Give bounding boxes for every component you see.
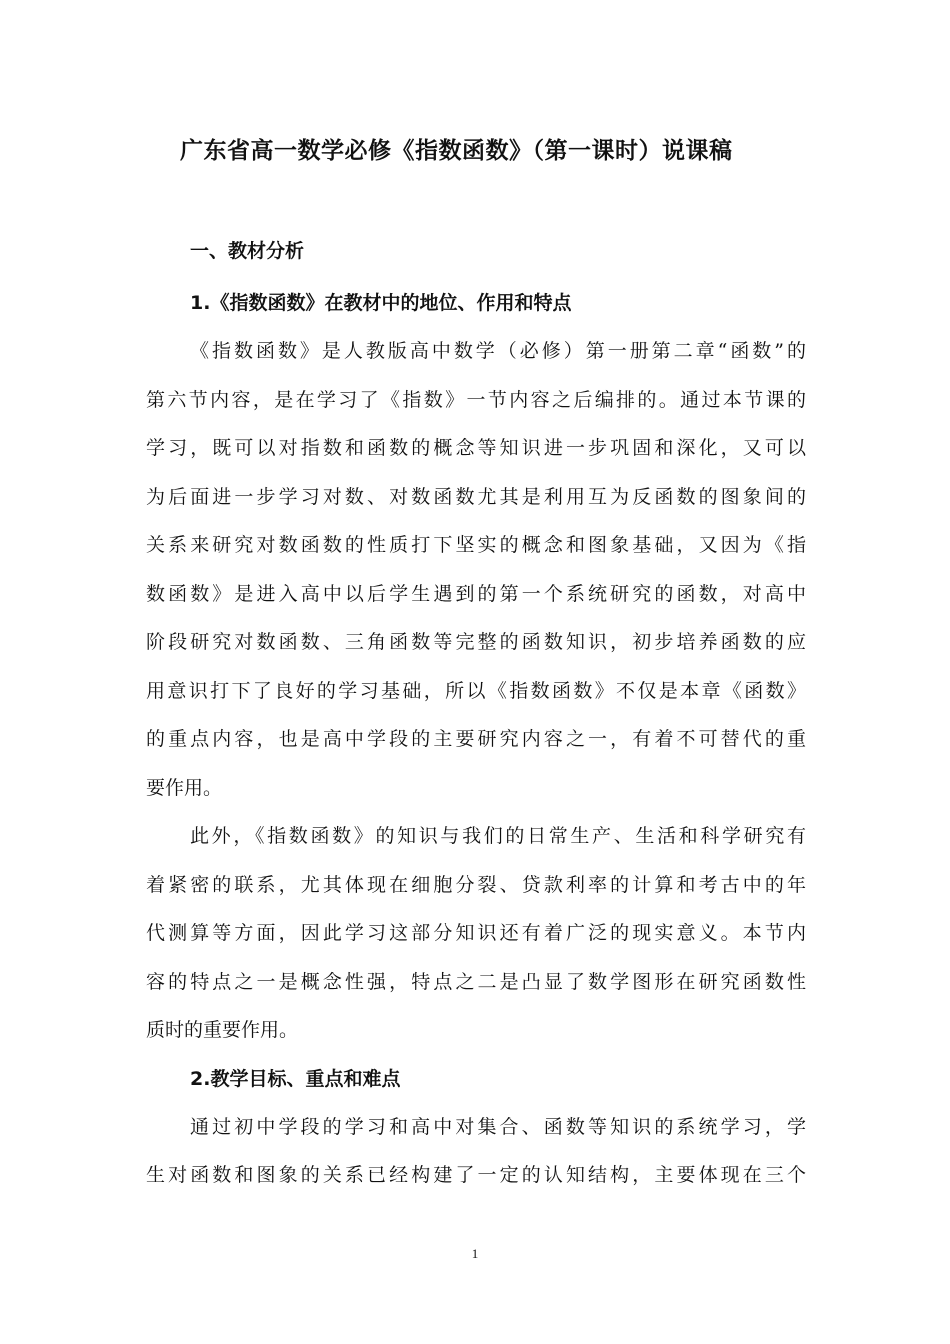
paragraph-line: 通过初中学段的学习和高中对集合、函数等知识的系统学习，学 (190, 1115, 806, 1138)
paragraph-line: 数函数》是进入高中以后学生遇到的第一个系统研究的函数，对高中 (146, 582, 806, 605)
paragraph-line: 的重点内容，也是高中学段的主要研究内容之一，有着不可替代的重 (146, 728, 806, 750)
subsection-heading: 1.《指数函数》在教材中的地位、作用和特点 (190, 292, 572, 314)
document-body (146, 233, 806, 1200)
paragraph-line: 代测算等方面，因此学习这部分知识还有着广泛的现实意义。本节内 (146, 922, 806, 944)
subsection-heading: 2.教学目标、重点和难点 (190, 1067, 401, 1090)
paragraph-line: 容的特点之一是概念性强，特点之二是凸显了数学图形在研究函数性 (146, 970, 806, 993)
section-heading: 一、教材分析 (190, 240, 305, 262)
paragraph-line: 此外，《指数函数》的知识与我们的日常生产、生活和科学研究有 (190, 825, 806, 847)
paragraph-line: 着紧密的联系，尤其体现在细胞分裂、贷款利率的计算和考古中的年 (146, 873, 806, 896)
paragraph (146, 1103, 806, 1200)
paragraph (146, 327, 806, 812)
page-number: 1 (471, 1246, 479, 1261)
paragraph-line: 关系来研究对数函数的性质打下坚实的概念和图象基础，又因为《指 (146, 534, 806, 556)
document-title: 广东省高一数学必修《指数函数》（第一课时）说课稿 (180, 138, 733, 164)
paragraph (146, 812, 806, 1055)
paragraph-line: 要作用。 (146, 776, 223, 799)
paragraph-line: 质时的重要作用。 (146, 1019, 299, 1041)
paragraph-line: 用意识打下了良好的学习基础，所以《指数函数》不仅是本章《函数》 (146, 679, 806, 702)
paragraph-line: 为后面进一步学习对数、对数函数尤其是利用互为反函数的图象间的 (146, 485, 806, 508)
paragraph-line: 第六节内容，是在学习了《指数》一节内容之后编排的。通过本节课的 (146, 388, 806, 411)
paragraph-line: 《指数函数》是人教版高中数学（必修）第一册第二章“函数”的 (190, 340, 806, 362)
paragraph-line: 阶段研究对数函数、三角函数等完整的函数知识，初步培养函数的应 (146, 631, 806, 653)
paragraph-line: 学习，既可以对指数和函数的概念等知识进一步巩固和深化，又可以 (146, 437, 806, 459)
paragraph-line: 生对函数和图象的关系已经构建了一定的认知结构，主要体现在三个 (146, 1164, 806, 1186)
